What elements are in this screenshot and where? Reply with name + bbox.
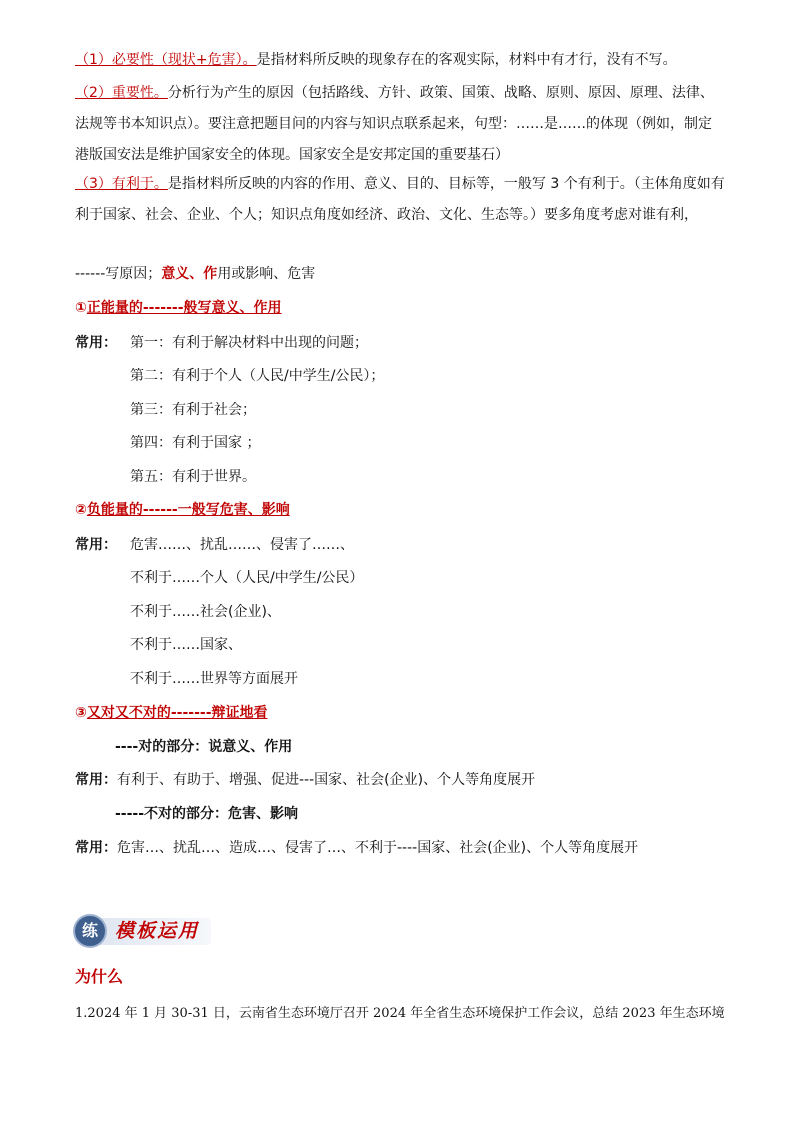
dialectic-heading-b: 辩证地看 [211, 705, 268, 721]
negative-heading-num: ② [75, 502, 87, 518]
dialectic-right-part: ----对的部分：说意义、作用 [115, 739, 293, 755]
dialectic-right-common-label: 常用： [75, 772, 117, 788]
positive-heading-b: 般写意义、作用 [183, 300, 282, 316]
negative-heading-b: 一般写危害、影响 [177, 502, 290, 518]
positive-line-5: 第五：有利于世界。 [130, 469, 256, 485]
negative-line-1: 危害……、扰乱……、侵害了……、 [130, 537, 354, 553]
positive-common-label: 常用： [75, 335, 117, 351]
badge-title: 模板运用 [115, 920, 200, 942]
negative-heading [75, 500, 725, 520]
dialectic-heading-num: ③ [75, 705, 87, 721]
negative-line-2: 不利于……个人（人民/中学生/公民） [130, 570, 364, 586]
reasons-prefix: ------写原因； [75, 266, 162, 282]
negative-common-label: 常用： [75, 537, 117, 553]
item2-paragraph [75, 78, 725, 171]
reasons-highlight: 意义、作 [161, 266, 218, 282]
negative-line-4: 不利于……国家、 [130, 637, 242, 653]
positive-line-3: 第三：有利于社会； [130, 402, 256, 418]
item3-text: 是指材料所反映的内容的作用、意义、目的、目标等，一般写 3 个有利于。（主体角度如有利于国家、社会、企业、个人；知识点角度如经济、政治、文化、生态等。）要多角度考虑对谁有利， [75, 176, 725, 223]
negative-line-3: 不利于……社会(企业)、 [130, 604, 281, 620]
dialectic-wrong-part: -----不对的部分：危害、影响 [115, 806, 299, 822]
item1-paragraph [75, 45, 725, 76]
positive-heading [75, 298, 725, 318]
positive-heading-a: 正能量的------- [86, 300, 184, 316]
item2-text: 分析行为产生的原因（包括路线、方针、政策、国策、战略、原则、原因、原理、法律、法规等书本知识点）。要注意把题目问的内容与知识点联系起来，句型：……是……的体现（例如，制定港版国安法是维护国家安全的体现。国家安全是安邦定国的重要基石） [75, 85, 714, 163]
positive-heading-num: ① [75, 300, 87, 316]
dialectic-right-common: 有利于、有助于、增强、促进---国家、社会(企业)、个人等角度展开 [117, 772, 536, 788]
reasons-line [75, 264, 725, 284]
positive-line-2: 第二：有利于个人（人民/中学生/公民）； [130, 368, 385, 384]
dialectic-wrong-common: 危害…、扰乱…、造成…、侵害了…、不利于----国家、社会(企业)、个人等角度展开 [117, 840, 639, 856]
item3-label: （3）有利于。 [75, 176, 168, 192]
item2-label: （2）重要性。 [75, 85, 168, 101]
template-usage-badge [73, 912, 213, 950]
dialectic-right-common-line [75, 770, 725, 790]
negative-line-5: 不利于……世界等方面展开 [130, 671, 298, 687]
positive-line-1: 第一：有利于解决材料中出现的问题； [130, 335, 368, 351]
dialectic-wrong-common-label: 常用： [75, 840, 117, 856]
item1-text: 是指材料所反映的现象存在的客观实际，材料中有才行，没有不写。 [256, 52, 677, 68]
question-text: 1.2024 年 1 月 30-31 日，云南省生态环境厅召开 2024 年全省生态环境保护工作会议，总结 2023 年生态环境 [75, 1006, 725, 1021]
dialectic-heading-a: 又对又不对的------- [86, 705, 212, 721]
positive-line-4: 第四：有利于国家 ； [130, 435, 261, 451]
negative-heading-a: 负能量的------ [86, 502, 178, 518]
dialectic-wrong-common-line [75, 838, 725, 858]
item3-paragraph [75, 169, 725, 231]
practice-icon: 练 [73, 914, 107, 948]
item1-label: （1）必要性（现状+危害）。 [75, 52, 257, 68]
section-title: 为什么 [75, 967, 124, 986]
reasons-suffix: 用或影响、危害 [217, 266, 316, 282]
dialectic-heading [75, 703, 725, 723]
